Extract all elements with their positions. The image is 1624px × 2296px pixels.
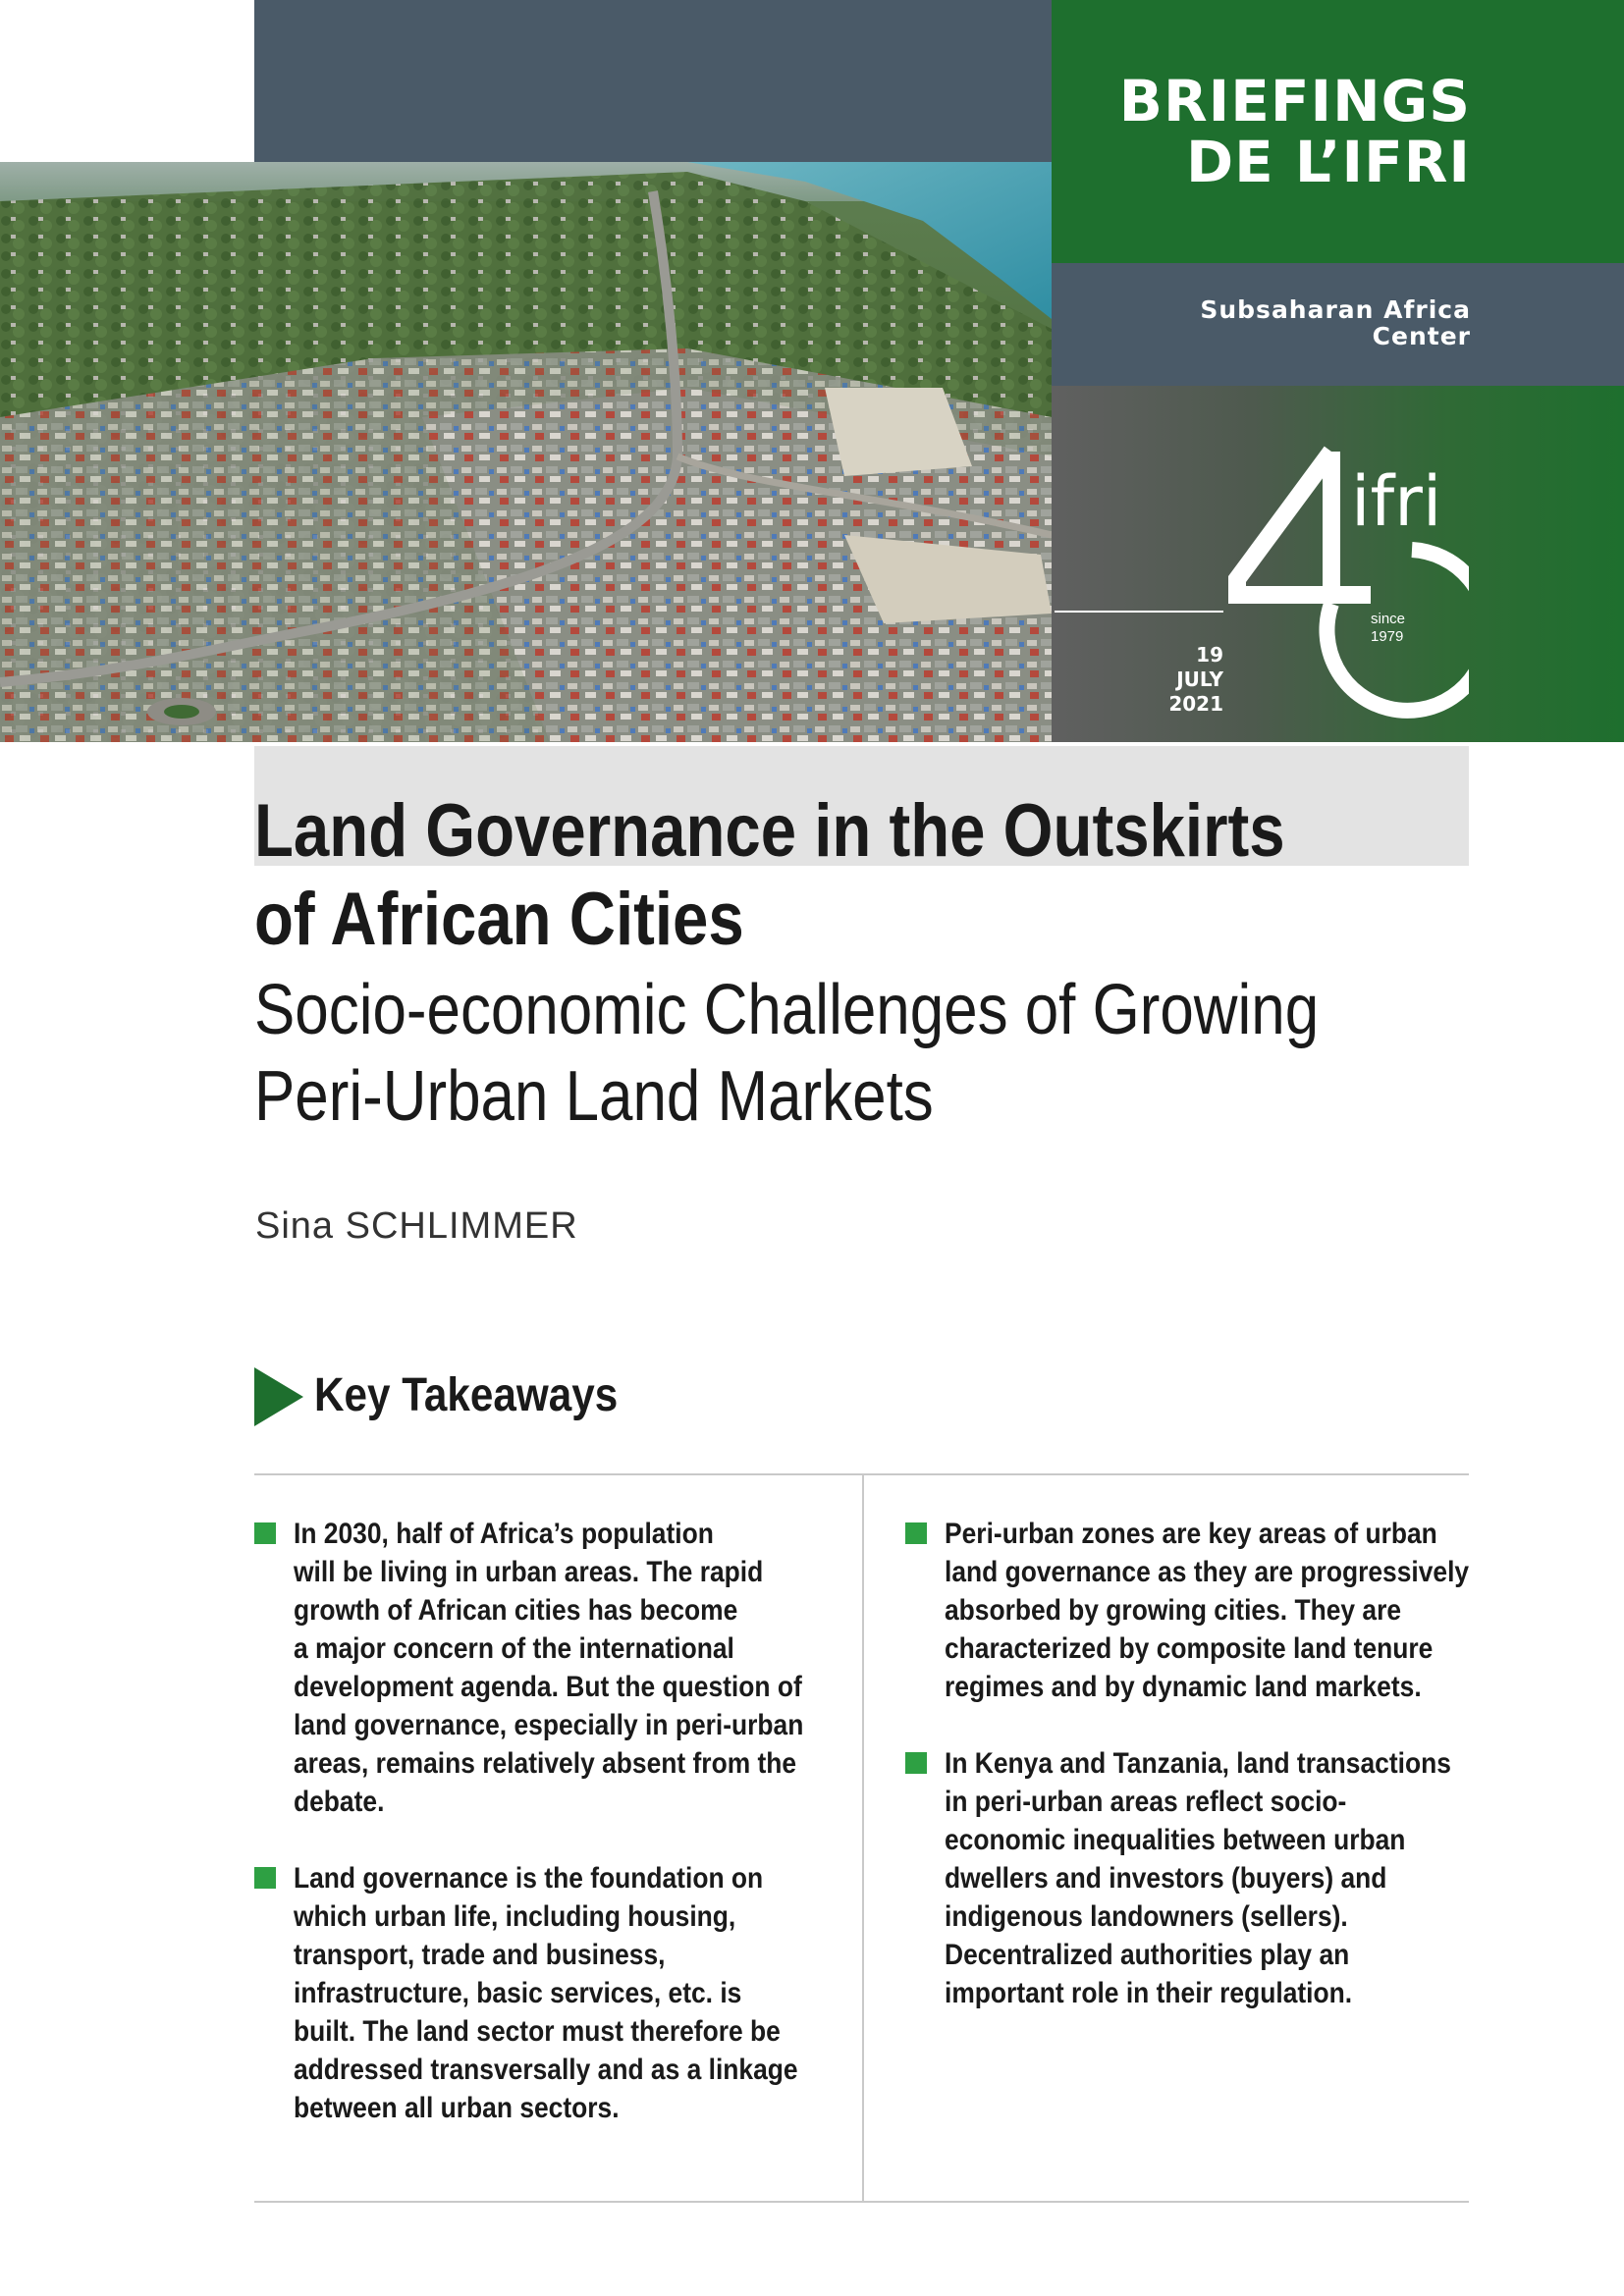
publication-date <box>1129 643 1223 717</box>
logo-since-label: since <box>1371 611 1406 627</box>
center-name <box>1200 296 1471 349</box>
text-line: which urban life, including housing, <box>294 1900 736 1933</box>
series-title-line2: DE L’IFRI <box>1185 129 1471 195</box>
text-line: in peri-urban areas reflect socio- <box>945 1786 1347 1818</box>
sub-title <box>254 967 1352 1140</box>
date-month: JULY <box>1176 667 1223 691</box>
text-line: transport, trade and business, <box>294 1939 666 1971</box>
text-line: land governance, especially in peri-urban <box>294 1709 804 1741</box>
text-line: development agenda. But the question of <box>294 1671 802 1703</box>
sub-title-line2: Peri-Urban Land Markets <box>254 1057 934 1136</box>
text-line: Peri-urban zones are key areas of urban <box>945 1518 1437 1550</box>
center-name-line1: Subsaharan Africa <box>1200 295 1471 324</box>
text-line: In 2030, half of Africa’s population <box>294 1518 714 1550</box>
text-line: absorbed by growing cities. They are <box>945 1594 1402 1627</box>
text-line: a major concern of the international <box>294 1632 734 1665</box>
bullet-square-icon <box>254 1522 276 1544</box>
text-line: In Kenya and Tanzania, land transactions <box>945 1747 1451 1780</box>
date-year: 2021 <box>1168 692 1223 716</box>
text-line: will be living in urban areas. The rapid <box>294 1556 764 1588</box>
text-line: important role in their regulation. <box>945 1977 1353 2009</box>
text-line: indigenous landowners (sellers). <box>945 1900 1348 1933</box>
takeaway-text <box>294 1859 798 2127</box>
main-title-line2: of African Cities <box>254 878 744 961</box>
series-title-line1: BRIEFINGS <box>1118 68 1471 134</box>
text-line: regimes and by dynamic land markets. <box>945 1671 1422 1703</box>
text-line: economic inequalities between urban <box>945 1824 1406 1856</box>
sub-title-line1: Socio-economic Challenges of Growing <box>254 971 1320 1049</box>
aerial-city-photo <box>0 162 1052 742</box>
text-line: built. The land sector must therefore be <box>294 2015 781 2048</box>
text-line: debate. <box>294 1786 385 1818</box>
text-line: Land governance is the foundation on <box>294 1862 764 1895</box>
play-arrow-icon <box>254 1367 303 1426</box>
column-divider <box>862 1475 864 2201</box>
logo-since-year: 1979 <box>1371 628 1404 645</box>
text-line: Decentralized authorities play an <box>945 1939 1350 1971</box>
text-line: characterized by composite land tenure <box>945 1632 1434 1665</box>
takeaway-text <box>945 1744 1451 2012</box>
takeaway-text <box>945 1515 1469 1706</box>
text-line: dwellers and investors (buyers) and <box>945 1862 1387 1895</box>
text-line: infrastructure, basic services, etc. is <box>294 1977 742 2009</box>
text-line: between all urban sectors. <box>294 2092 620 2124</box>
text-line: addressed transversally and as a linkage <box>294 2054 798 2086</box>
logo-mark-text: ifri <box>1351 461 1442 542</box>
header-slate-band <box>254 0 1052 162</box>
key-takeaways-heading: Key Takeaways <box>314 1369 619 1421</box>
bullet-square-icon <box>254 1867 276 1889</box>
ifri-40-logo <box>1223 432 1469 721</box>
bullet-square-icon <box>905 1522 927 1544</box>
main-title-line1: Land Governance in the Outskirts <box>254 789 1285 873</box>
bullet-square-icon <box>905 1752 927 1774</box>
text-line: growth of African cities has become <box>294 1594 738 1627</box>
author-name: Sina SCHLIMMER <box>255 1205 578 1247</box>
date-day: 19 <box>1196 643 1223 667</box>
center-name-line2: Center <box>1372 322 1471 350</box>
section-rule-bottom <box>254 2201 1469 2203</box>
main-title <box>254 787 1352 964</box>
date-rule <box>1055 611 1223 613</box>
text-line: land governance as they are progressively <box>945 1556 1470 1588</box>
takeaway-text <box>294 1515 803 1821</box>
text-line: areas, remains relatively absent from the <box>294 1747 797 1780</box>
series-title <box>1118 68 1471 195</box>
